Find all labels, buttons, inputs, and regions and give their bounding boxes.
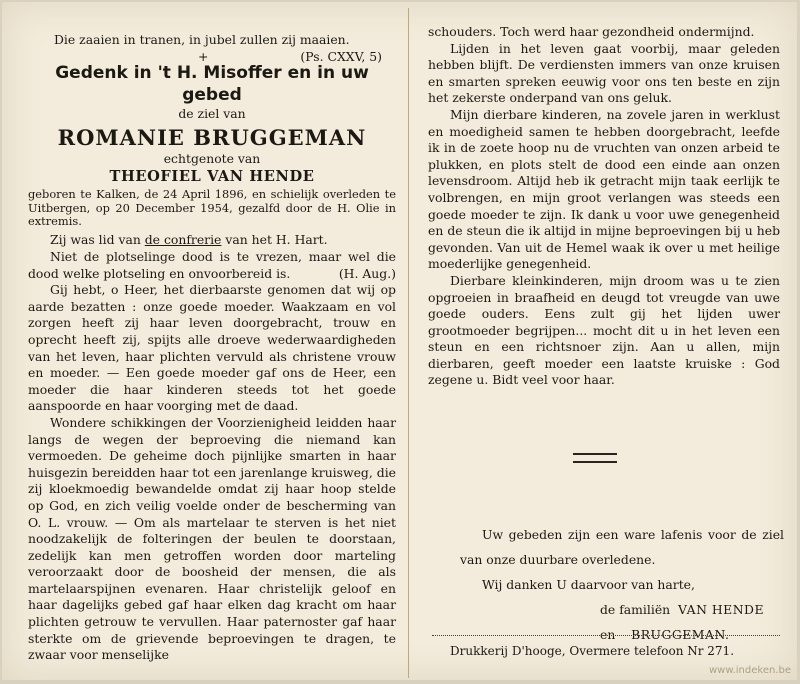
thanks-block xyxy=(460,522,784,647)
paragraph-kleinkinderen: Dierbare kleinkinderen, mijn droom was u te zien opgroeien in braafheid en deugd tot vreugde van uwe goede ouders. Eens zult gij het lijden uwer grootmoeder begrijpen... mocht dit u in het leven een steun en een richtsnoer zijn. Aan u allen, mijn dierbaren, geeft moeder een laatste kruiske : God zegene u. Bidt veel voor haar. xyxy=(428,272,780,388)
family-line-1: de familiën VAN HENDE xyxy=(600,602,765,617)
divider-rule-bottom xyxy=(573,461,617,463)
watermark: www.indeken.be xyxy=(708,665,791,676)
paragraph-lijden: Lijden in het leven gaat voorbij, maar geleden hebben blijft. De verdiensten immers van onze kruisen en smarten spreken eeuwig voor ons ten beste en zijn het zekerste onderpand van ons geluk. xyxy=(428,40,780,106)
paragraph-kinderen: Mijn dierbare kinderen, na zovele jaren in werklust en moedigheid samen te hebben doorgebracht, leefde ik in de zoete hoop nu de vruchten van onzen arbeid te plukken, en plots stelt de dood een einde aan onzen levensdroom. Altijd heb ik getracht mijn taak eerlijk te volbrengen, en mijn groot verlangen was steeds een goede moeder te zijn. Ik dank u voor uwe genegenheid en de steun die ik altijd in mijne beproevingen bij u heb gevonden. Van uit de Hemel waak ik over u met heilige moederlijke genegenheid. xyxy=(428,106,780,272)
confrerie-line: Zij was lid van de confrerie van het H. Hart. xyxy=(50,232,328,248)
gedenk-heading: Gedenk in 't H. Misoffer en in uw gebed xyxy=(55,63,369,105)
divider-rule-top xyxy=(573,453,617,455)
memorial-card xyxy=(2,2,797,680)
paragraph-voorzienigheid: Wondere schikkingen der Voorzienigheid leidden haar langs de wegen der beproeving die niemand kan vermoeden. De geheime doch pijnlijke smarten in haar huisgezin bereidden haar tot een jarenlange kruisweg, die zij kloekmoedig bewandelde omdat zij haar hoop stelde op God, en zich veilig voelde onder de bescherming van O. L. vrouw. — Om als martelaar te sterven is het niet noodzakelijk de folteringen der beulen te doorstaan, zedelijk kan men getroffen worden door marteling veroorzaakt door de boosheid der mensen, die als martelaarspijnen evenaren. Haar christelijk geloof en haar dagelijks gebed gaf haar elken dag kracht om haar plichten getrouw te vervullen. Haar paternoster gaf haar sterkte om de grievende beproevingen te dragen, te zwaar voor menselijke xyxy=(28,414,396,663)
family-name-bruggeman: BRUGGEMAN. xyxy=(631,627,730,642)
motto-reference: (Ps. CXXV, 5) xyxy=(300,49,382,64)
thanks-text: Uw gebeden zijn een ware lafenis voor de ziel van onze duurbare overledene. xyxy=(460,527,784,567)
birth-death-text: geboren te Kalken, de 24 April 1896, en schielijk overleden te Uitbergen, op 20 December 1954, gezalfd door de H. Olie in extremis. xyxy=(28,187,396,228)
dotted-divider xyxy=(432,635,780,636)
family-name-van-hende: VAN HENDE xyxy=(678,602,765,617)
card-fold-line xyxy=(408,8,409,678)
confrerie-underlined: de confrerie xyxy=(144,232,222,248)
printer-credit: Drukkerij D'hooge, Overmere telefoon Nr 271. xyxy=(450,644,735,658)
thanks-line: Wij danken U daarvoor van harte, xyxy=(482,577,695,592)
motto xyxy=(28,32,396,66)
echtgenote-label: echtgenote van xyxy=(163,150,261,166)
left-page xyxy=(28,32,396,664)
paragraph-heer: Gij hebt, o Heer, het dierbaarste genomen dat wij op aarde bezatten : onze goede moeder. Waakzaam en vol zorgen heeft zij haar leven doorgebracht, trouw en oprecht heeft zij, spijts alle droeve wederwaardigheden van het leven, haar plichten vervuld als christene vrouw en moeder. — Een goede moeder gaf ons de Heer, een moeder die haar kinderen steeds tot het goede aanspoorde en haar voorging met de daad. xyxy=(28,282,396,414)
motto-text: Die zaaien in tranen, in jubel zullen zij maaien. xyxy=(54,32,350,47)
paragraph-schouders: schouders. Toch werd haar gezondheid ondermijnd. xyxy=(428,24,755,39)
right-page xyxy=(428,24,780,389)
paragraph-quote: Niet de plotselinge dood is te vrezen, maar wel die dood welke plotseling en onvoorbereid is. (H. Aug.) xyxy=(28,249,396,281)
family-line-2: en BRUGGEMAN. xyxy=(600,627,730,642)
husband-name: THEOFIEL VAN HENDE xyxy=(109,168,315,186)
quote-reference: (H. Aug.) xyxy=(338,265,396,281)
de-ziel-van: de ziel van xyxy=(178,106,246,121)
cross-icon: + xyxy=(198,49,209,64)
deceased-name: ROMANIE BRUGGEMAN xyxy=(57,124,367,150)
